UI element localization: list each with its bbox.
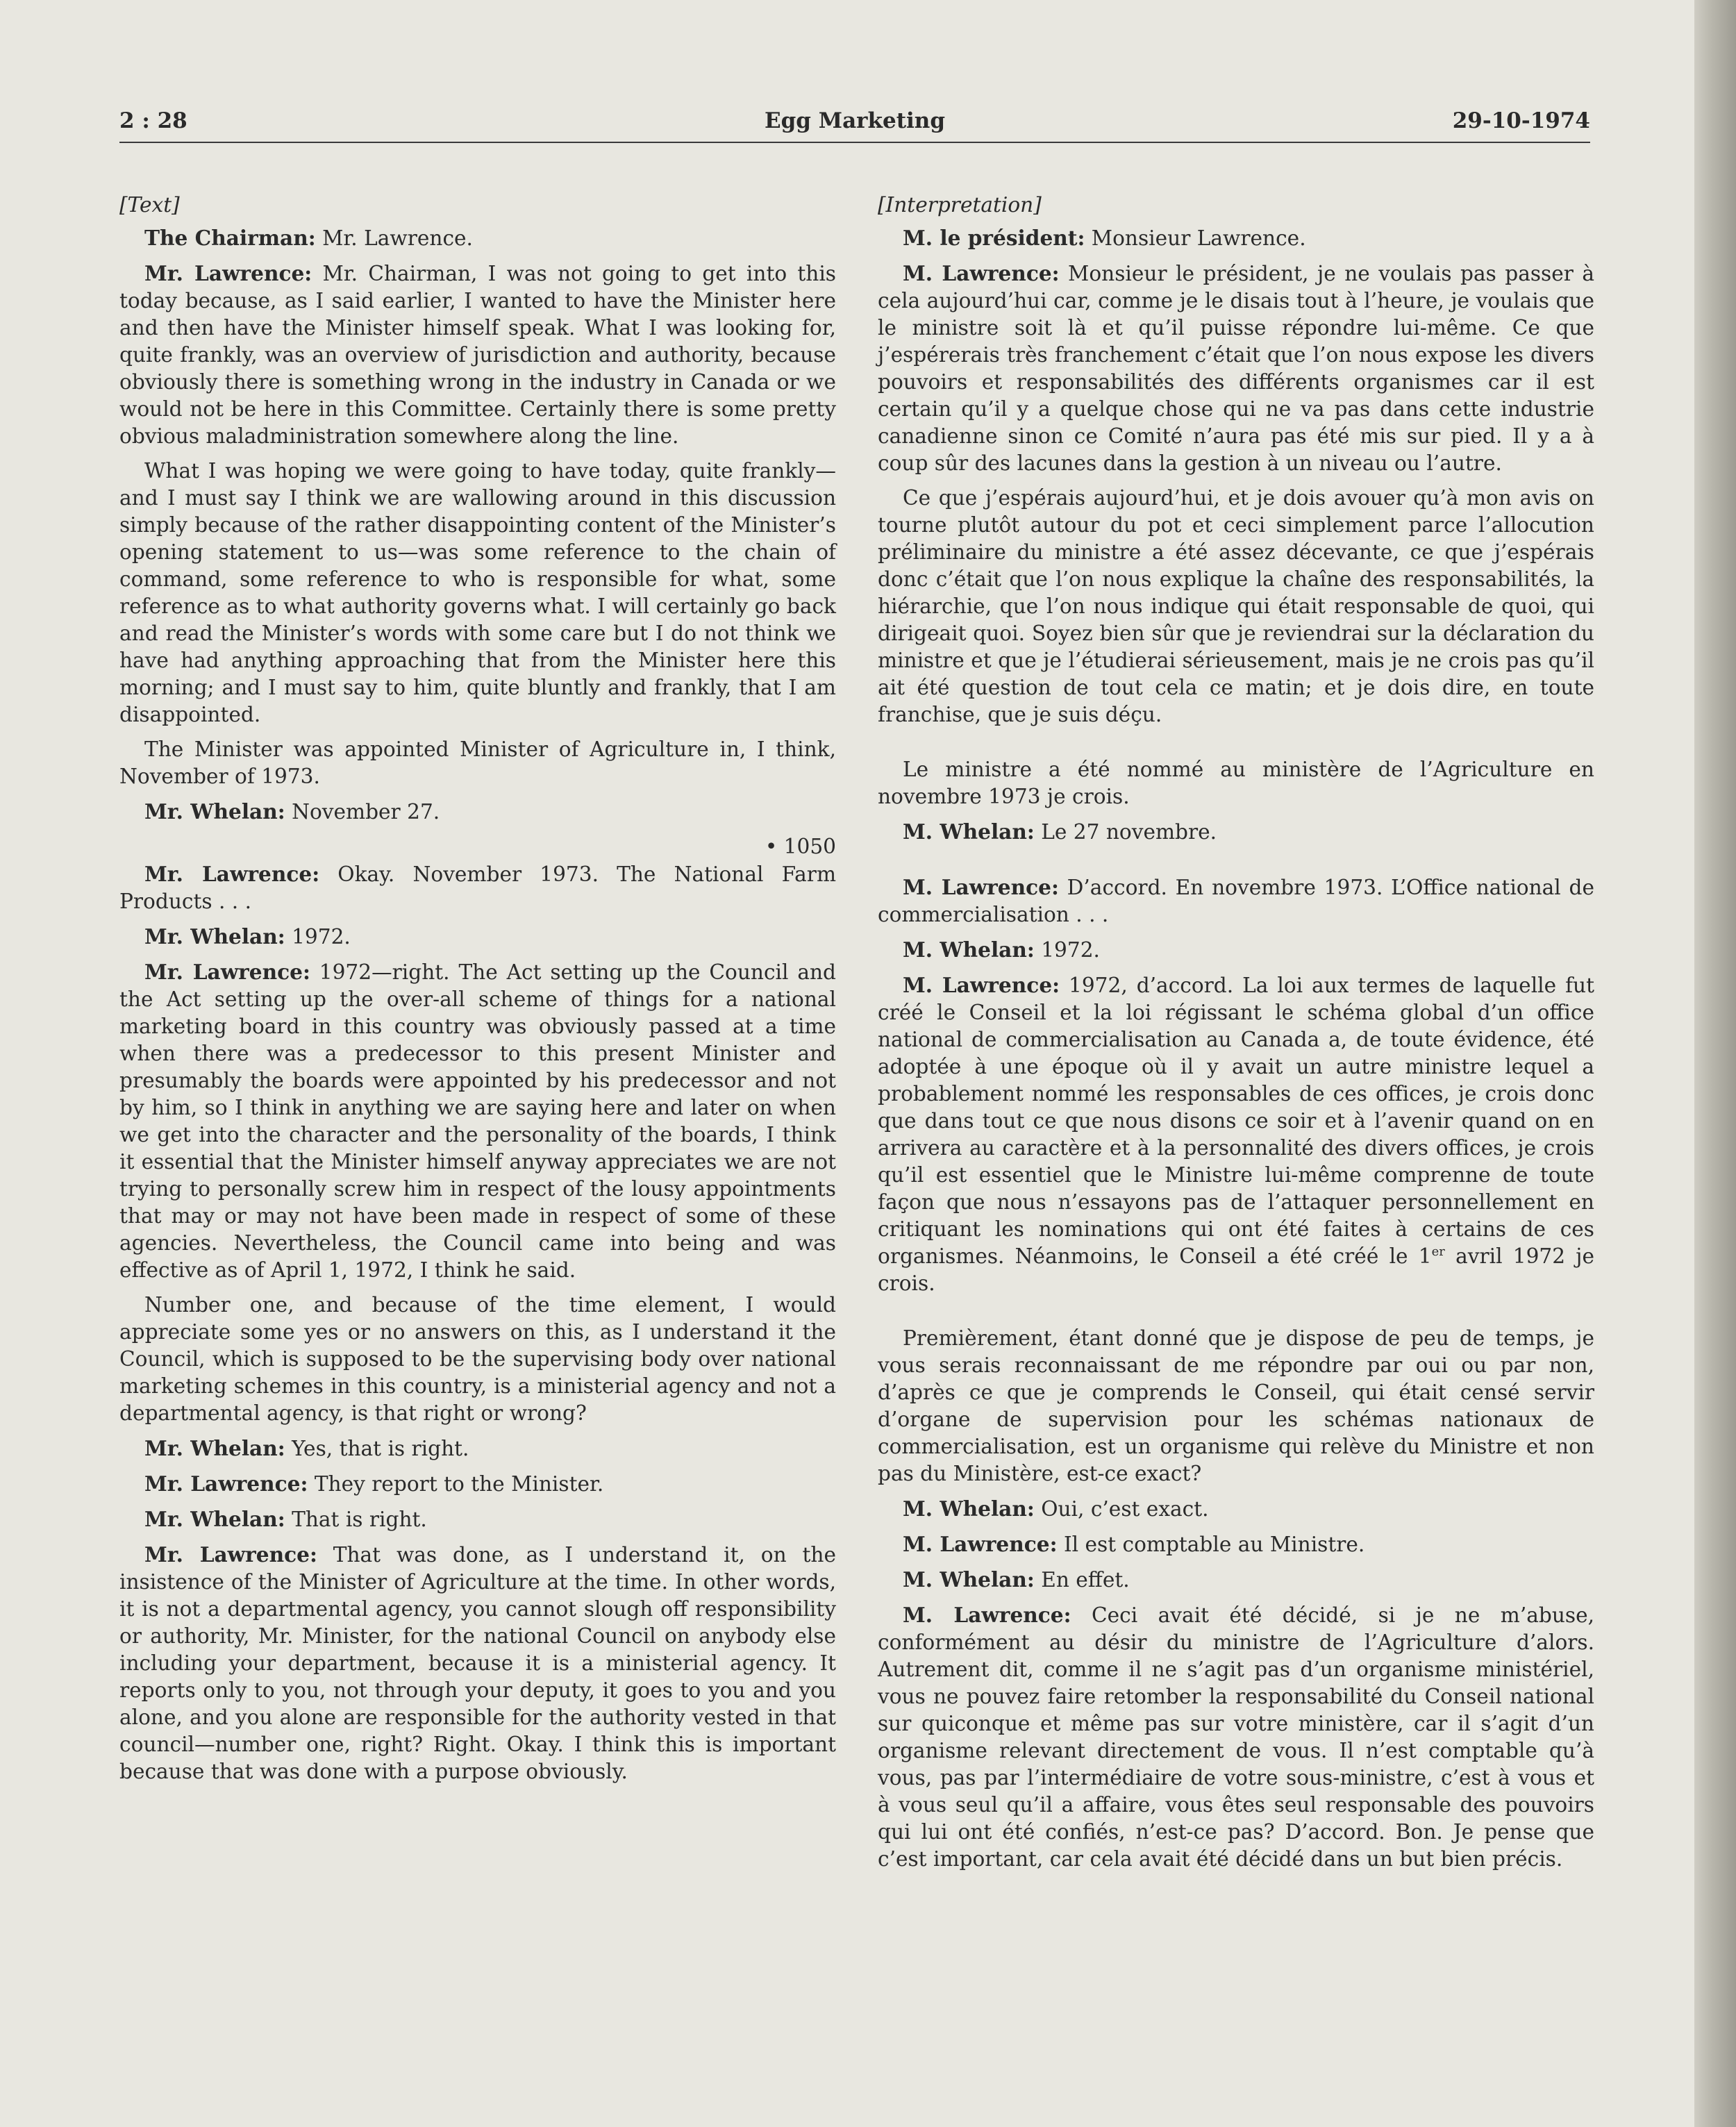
speaker-name: M. Whelan:	[903, 1496, 1035, 1521]
paragraph-text: Yes, that is right.	[285, 1437, 469, 1460]
speaker-name: Mr. Whelan:	[144, 1507, 285, 1531]
paragraph-text: Mr. Chairman, I was not going to get into this today because, as I said earlier, I wanted to have the Minister here and then have the Minister himself speak. What I was looking for, quite frankly, was an overview of jurisdiction and authority, because obviously there is something wrong in the industry in Canada or we would not be here in this Committee. Certainly there is some pretty obvious maladministration somewhere along the line.	[119, 262, 836, 448]
running-title: Egg Marketing	[764, 108, 946, 133]
speaker-name: Mr. Lawrence:	[144, 261, 312, 285]
speaker-name: Mr. Lawrence:	[144, 1471, 308, 1496]
paragraph-text: Le ministre a été nommé au ministère de l’Agriculture en novembre 1973 je crois.	[878, 758, 1594, 808]
french-paragraph	[878, 1601, 1594, 1873]
paragraph-text: Premièrement, étant donné que je dispose de peu de temps, je vous serais reconnaissant de me répondre par oui ou par non, d’après ce que je comprends le Conseil, qui était censé servir d’organe de supervision pour les schémas nationaux de commercialisation, est un organisme qui relève du Ministre et non pas du Ministère, est-ce exact?	[878, 1326, 1594, 1485]
english-section-label: [Text]	[119, 193, 180, 217]
french-paragraph	[878, 260, 1594, 477]
english-paragraph	[119, 260, 836, 450]
paragraph-text: Mr. Lawrence.	[315, 226, 473, 250]
paragraph-text: 1972—right. The Act setting up the Council and the Act setting up the over-all scheme of things for a national marketing board in this country was obviously passed at a time when there was a predecessor to this present Minister and presumably the boards were appointed by his predecessor and not by him, so I think in anything we are saying here and later on when we get into the character and the personality of the boards, I think it essential that the Minister himself anyway appreciates we are not trying to personally screw him in respect of the lousy appointments that may or may not have been made in respect of some of these agencies. Nevertheless, the Council came into being and was effective as of April 1, 1972, I think he said.	[119, 960, 836, 1282]
english-paragraph	[119, 1470, 836, 1498]
english-paragraph	[119, 458, 836, 728]
paragraph-text: Monsieur Lawrence.	[1085, 226, 1306, 250]
paragraph-text: What I was hoping we were going to have today, quite frankly—and I must say I think we are wallowing around in this discussion simply because of the rather disappointing content of the Minister’s opening statement to us—was some reference to the chain of command, some reference to who is responsible for what, some reference as to what authority governs what. I will certainly go back and read the Minister’s words with some care but I do not think we have had anything approaching that from the Minister here this morning; and I must say to him, quite bluntly and frankly, that I am disappointed.	[119, 459, 836, 726]
paragraph-text: Oui, c’est exact.	[1034, 1497, 1209, 1521]
speaker-name: Mr. Whelan:	[144, 1436, 285, 1460]
french-paragraph	[878, 224, 1594, 252]
paragraph-text: Ce que j’espérais aujourd’hui, et je dois avouer qu’à mon avis on tourne plutôt autour du pot et ceci simplement parce l’allocution préliminaire du ministre a été assez décevante, ce que j’espérais donc c’était que l’on nous explique la chaîne des responsabilités, la hiérarchie, que l’on nous indique qui était responsable de quoi, qui dirigeait quoi. Soyez bien sûr que je reviendrai sur la déclaration du ministre et que je l’étudierai sérieusement, mais je ne crois pas qu’il ait été question de tout cela ce matin; et je dois dire, en toute franchise, que je suis déçu.	[878, 486, 1594, 726]
speaker-name: M. Lawrence:	[903, 1532, 1058, 1556]
speaker-name: M. Lawrence:	[903, 875, 1059, 899]
paragraph-text: The Minister was appointed Minister of Agriculture in, I think, November of 1973.	[119, 737, 836, 788]
english-paragraph	[119, 923, 836, 951]
french-paragraph	[878, 1566, 1594, 1594]
paragraph-text: They report to the Minister.	[308, 1472, 604, 1496]
paragraph-text: November 27.	[285, 800, 440, 824]
paragraph-text: D’accord. En novembre 1973. L’Office national de commercialisation . . .	[878, 876, 1595, 926]
paragraph-text: Monsieur le président, je ne voulais pas passer à cela aujourd’hui car, comme je le disais tout à l’heure, je voulais que le ministre soit là et qu’il puisse répondre lui-même. Ce que j’espérerais très franchement c’était que l’on nous expose les divers pouvoirs et responsabilités des différents organismes car il est certain qu’il y a quelque chose qui ne va pas dans cette industrie canadienne sinon ce Comité n’aura pas été mis sur pied. Il y a à coup sûr des lacunes dans la gestion à un niveau ou l’autre.	[878, 262, 1595, 475]
speaker-name: M. Lawrence:	[903, 1603, 1071, 1627]
french-paragraph	[878, 971, 1594, 1297]
english-paragraph	[119, 224, 836, 252]
french-paragraph	[878, 1530, 1594, 1558]
speaker-name: Mr. Whelan:	[144, 799, 285, 824]
english-paragraph	[119, 860, 836, 915]
paragraph-text: That is right.	[285, 1508, 427, 1531]
paragraph-text: Ceci avait été décidé, si je ne m’abuse, conformément au désir du ministre de l’Agriculture d’alors. Autrement dit, comme il ne s’agit pas d’un organisme ministériel, vous ne pouvez faire retomber la responsabilité du Conseil national sur quiconque et même pas sur votre ministère, car il s’agit d’un organisme relevant directement de vous. Il n’est comptable qu’à vous, pas par l’intermédiaire de votre sous-ministre, c’est à vous et à vous seul qu’il a affaire, vous êtes seul responsable des pouvoirs qui lui ont été confiés, n’est-ce pas? D’accord. Bon. Je pense que c’est important, car cela avait été décidé dans un but bien précis.	[878, 1603, 1595, 1871]
french-paragraph	[878, 485, 1594, 728]
ordinal-superscript: er	[1431, 1244, 1445, 1260]
paragraph-text: En effet.	[1034, 1568, 1130, 1592]
speaker-name: M. Whelan:	[903, 1567, 1035, 1592]
paragraph-text: Il est comptable au Ministre.	[1057, 1533, 1365, 1556]
french-paragraph	[878, 936, 1594, 964]
speaker-name: Mr. Lawrence:	[144, 1542, 317, 1567]
page-edge	[1694, 0, 1736, 2127]
english-column	[119, 192, 836, 1793]
time-marker: • 1050	[765, 835, 836, 858]
speaker-name: Mr. Lawrence:	[144, 960, 310, 984]
english-paragraph	[119, 1292, 836, 1427]
speaker-name: The Chairman:	[144, 226, 316, 250]
french-paragraph	[878, 874, 1594, 928]
english-paragraph	[119, 798, 836, 826]
speaker-name: Mr. Whelan:	[144, 924, 285, 949]
paragraph-text: Le 27 novembre.	[1034, 820, 1217, 844]
paragraph-text: Number one, and because of the time element, I would appreciate some yes or no answers on this, as I understand it the Council, which is supposed to be the supervising body over national marketing schemes in this country, is a ministerial agency and not a departmental agency, is that right or wrong?	[119, 1293, 836, 1425]
speaker-name: M. Lawrence:	[903, 973, 1060, 997]
paragraph-text: 1972.	[1034, 938, 1100, 962]
page-number: 2 : 28	[119, 108, 187, 133]
paragraph-text: That was done, as I understand it, on the insistence of the Minister of Agriculture at the time. In other words, it is not a departmental agency, you cannot slough off responsibility or authority, Mr. Minister, for the national Council on anybody else including your department, because it is a ministerial agency. It reports only to you, not through your deputy, it goes to you and you alone, and you alone are responsible for the authority vested in that council—number one, right? Right. Okay. I think this is important because that was done with a purpose obviously.	[119, 1543, 837, 1783]
french-paragraph	[878, 1325, 1594, 1487]
speaker-name: M. le président:	[903, 226, 1085, 250]
page-header	[119, 108, 1590, 143]
paragraph-text: Okay. November 1973. The National Farm Products . . .	[119, 862, 837, 913]
french-column	[878, 192, 1594, 1880]
french-paragraph	[878, 1495, 1594, 1523]
paragraph-text: 1972, d’accord. La loi aux termes de laquelle fut créé le Conseil et la loi régissant le schéma global d’un office national de commercialisation au Canada a, de toute évidence, été adoptée à une époque où il y avait un autre ministre lequel a probablement nommé les responsables de ces offices, je crois donc que dans tout ce que nous disons ce soir et à l’avenir quand on en arrivera au caractère et à la personnalité des divers offices, je crois qu’il est essentiel que le Ministre lui-même comprenne de toute façon que nous n’essayons pas de l’attaquer personnellement en critiquant les nominations qui ont été faites à certains de ces organismes. Néanmoins, le Conseil a été créé le 1	[878, 974, 1594, 1268]
french-paragraph	[878, 818, 1594, 846]
paragraph-text: 1972.	[285, 925, 351, 949]
paragraph-text-tail: avril 1972 je crois.	[878, 1244, 1594, 1295]
english-paragraph	[119, 958, 836, 1284]
english-paragraph	[119, 1435, 836, 1462]
english-paragraph	[119, 736, 836, 790]
speaker-name: Mr. Lawrence:	[144, 862, 320, 886]
speaker-name: M. Lawrence:	[903, 261, 1060, 285]
french-paragraph	[878, 756, 1594, 810]
speaker-name: M. Whelan:	[903, 819, 1035, 844]
english-paragraph	[119, 1505, 836, 1533]
speaker-name: M. Whelan:	[903, 937, 1035, 962]
english-paragraph	[119, 1541, 836, 1785]
header-date: 29-10-1974	[1452, 108, 1590, 133]
french-section-label: [Interpretation]	[878, 193, 1042, 217]
